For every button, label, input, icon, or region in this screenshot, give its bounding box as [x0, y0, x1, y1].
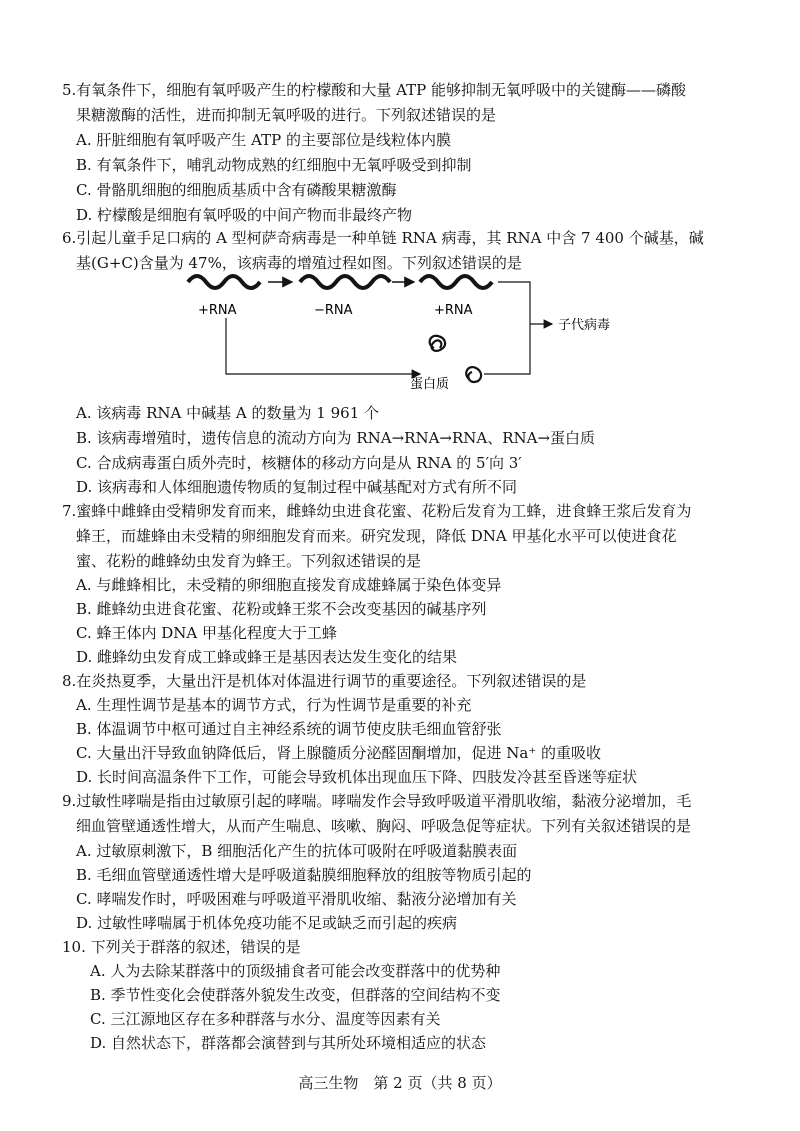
- q6-stem-line-2: 基(G+C)含量为 47%，该病毒的增殖过程如图。下列叙述错误的是: [76, 254, 522, 272]
- q8-option-b: B. 体温调节中枢可通过自主神经系统的调节使皮肤毛细血管舒张: [76, 720, 502, 738]
- q7-option-b: B. 雌蜂幼虫进食花蜜、花粉或蜂王浆不会改变基因的碱基序列: [76, 600, 487, 618]
- q6-option-c: C. 合成病毒蛋白质外壳时，核糖体的移动方向是从 RNA 的 5′向 3′: [76, 454, 522, 472]
- q10-option-b: B. 季节性变化会使群落外貌发生改变，但群落的空间结构不变: [90, 986, 501, 1004]
- rna-wave-2: [300, 276, 390, 288]
- q6-option-d: D. 该病毒和人体细胞遗传物质的复制过程中碱基配对方式有所不同: [76, 478, 518, 496]
- q5-stem-line-2: 果糖激酶的活性，进而抑制无氧呼吸的进行。下列叙述错误的是: [76, 106, 497, 124]
- q5-option-d: D. 柠檬酸是细胞有氧呼吸的中间产物而非最终产物: [76, 206, 413, 224]
- q10-option-a: A. 人为去除某群落中的顶级捕食者可能会改变群落中的优势种: [90, 962, 501, 980]
- page-footer: 高三生物 第 2 页（共 8 页）: [298, 1074, 502, 1092]
- protein-icon: [430, 336, 481, 382]
- q10-stem-line-1: 10. 下列关于群落的叙述，错误的是: [62, 938, 301, 956]
- label-protein: 蛋白质: [410, 377, 450, 392]
- q7-stem-line-2: 蜂王，而雄蜂由未受精的卵细胞发育而来。研究发现，降低 DNA 甲基化水平可以使进食花: [76, 527, 677, 545]
- q7-stem-line-1: 7.蜜蜂中雌蜂由受精卵发育而来，雌蜂幼虫进食花蜜、花粉后发育为工蜂，进食蜂王浆后发育为: [62, 502, 692, 520]
- q7-option-d: D. 雌蜂幼虫发育成工蜂或蜂王是基因表达发生变化的结果: [76, 648, 458, 666]
- connector-bottom: [226, 318, 420, 374]
- q9-stem-line-2: 细血管壁通透性增大，从而产生喘息、咳嗽、胸闷、呼吸急促等症状。下列有关叙述错误的是: [76, 817, 692, 835]
- q9-option-c: C. 哮喘发作时，呼吸困难与呼吸道平滑肌收缩、黏液分泌增加有关: [76, 890, 517, 908]
- rna-wave-3: [420, 276, 492, 288]
- q9-option-d: D. 过敏性哮喘属于机体免疫功能不足或缺乏而引起的疾病: [76, 914, 458, 932]
- q8-option-c: C. 大量出汗导致血钠降低后，肾上腺髓质分泌醛固酮增加，促进 Na⁺ 的重吸收: [76, 744, 602, 762]
- q5-option-b: B. 有氧条件下，哺乳动物成熟的红细胞中无氧呼吸受到抑制: [76, 156, 472, 174]
- rna-wave-1: [188, 276, 260, 288]
- q6-option-a: A. 该病毒 RNA 中碱基 A 的数量为 1 961 个: [76, 404, 380, 422]
- q6-stem-line-1: 6.引起儿童手足口病的 A 型柯萨奇病毒是一种单链 RNA 病毒，其 RNA 中含 7 400 个碱基，碱: [62, 229, 704, 247]
- q8-option-d: D. 长时间高温条件下工作，可能会导致机体出现血压下降、四肢发冷甚至昏迷等症状: [76, 768, 638, 786]
- virus-replication-diagram: [180, 262, 660, 402]
- label-minus-rna: −RNA: [314, 303, 353, 318]
- q7-option-a: A. 与雌蜂相比，未受精的卵细胞直接发育成雄蜂属于染色体变异: [76, 576, 502, 594]
- q5-option-a: A. 肝脏细胞有氧呼吸产生 ATP 的主要部位是线粒体内膜: [76, 131, 452, 149]
- q8-stem-line-1: 8.在炎热夏季，大量出汗是机体对体温进行调节的重要途径。下列叙述错误的是: [62, 672, 587, 690]
- connector-top: [498, 282, 530, 324]
- label-offspring-virus: 子代病毒: [558, 318, 611, 333]
- label-plus-rna-2: +RNA: [434, 303, 473, 318]
- q9-option-b: B. 毛细血管壁通透性增大是呼吸道黏膜细胞释放的组胺等物质引起的: [76, 866, 532, 884]
- q8-option-a: A. 生理性调节是基本的调节方式，行为性调节是重要的补充: [76, 696, 472, 714]
- q9-option-a: A. 过敏原刺激下，B 细胞活化产生的抗体可吸附在呼吸道黏膜表面: [76, 842, 518, 860]
- connector-protein: [484, 324, 530, 374]
- q6-option-b: B. 该病毒增殖时，遗传信息的流动方向为 RNA→RNA→RNA、RNA→蛋白质: [76, 429, 596, 447]
- q7-stem-line-3: 蜜、花粉的雌蜂幼虫发育为蜂王。下列叙述错误的是: [76, 552, 422, 570]
- q9-stem-line-1: 9.过敏性哮喘是指由过敏原引起的哮喘。哮喘发作会导致呼吸道平滑肌收缩，黏液分泌增加，毛: [62, 792, 692, 810]
- label-plus-rna-1: +RNA: [198, 303, 237, 318]
- q10-option-c: C. 三江源地区存在多种群落与水分、温度等因素有关: [90, 1010, 441, 1028]
- q5-option-c: C. 骨骼肌细胞的细胞质基质中含有磷酸果糖激酶: [76, 181, 397, 199]
- q10-option-d: D. 自然状态下，群落都会演替到与其所处环境相适应的状态: [90, 1034, 487, 1052]
- q5-stem-line-1: 5.有氧条件下，细胞有氧呼吸产生的柠檬酸和大量 ATP 能够抑制无氧呼吸中的关键酶——磷酸: [62, 81, 686, 99]
- q7-option-c: C. 蜂王体内 DNA 甲基化程度大于工蜂: [76, 624, 337, 642]
